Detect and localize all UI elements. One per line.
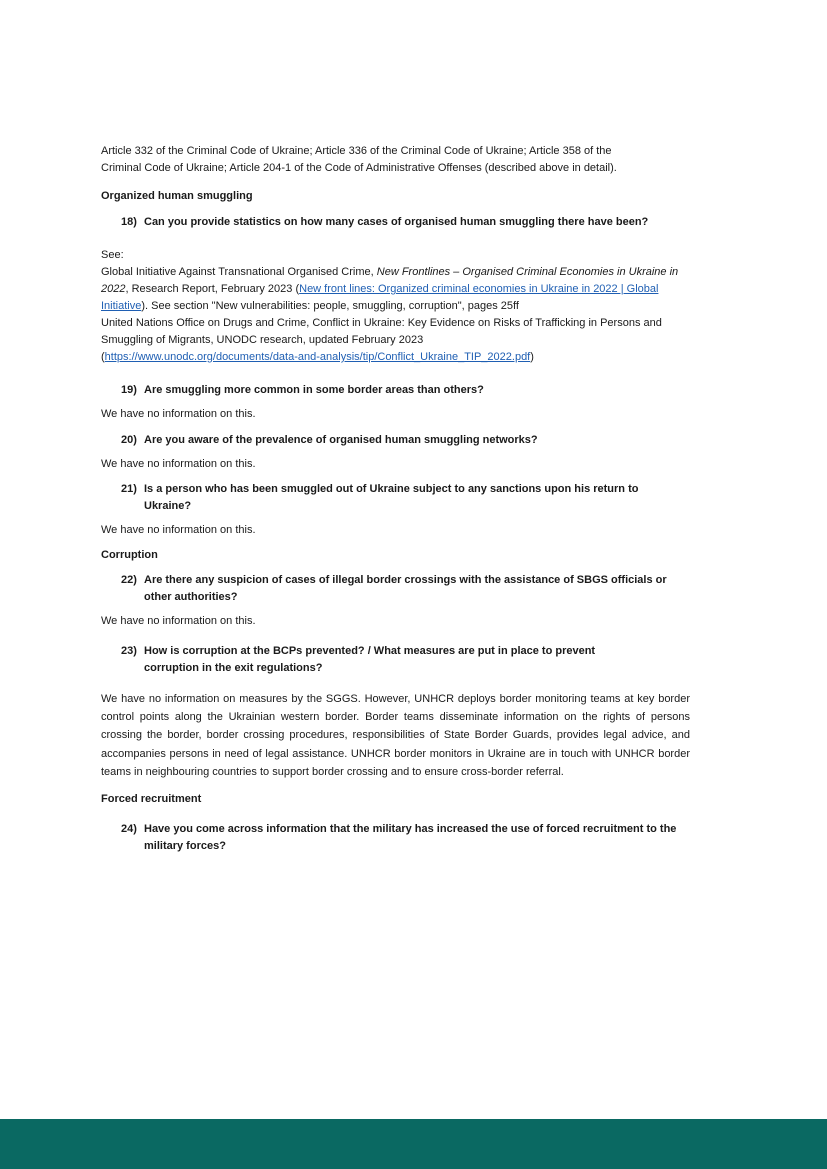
section-heading-corruption: Corruption (101, 549, 158, 561)
question-19 (101, 382, 690, 399)
question-number: 24) (121, 823, 137, 836)
answer-23: We have no information on measures by the SGGS. However, UNHCR deploys border monitoring teams at key border control points along the Ukrainian western border. Border teams disseminate information on the rights of persons crossing the border, border crossing procedures, responsibilities of State Border Guards, provides legal advice, and accompanies persons in need of legal assistance. UNHCR border monitors in Ukraine are in touch with UNHCR border teams in neighbouring countries to support border crossing and to ensure cross-border referral. (101, 693, 690, 778)
answer-20: We have no information on this. (101, 458, 256, 470)
question-number: 20) (121, 434, 137, 446)
question-text: Are you aware of the prevalence of organised human smuggling networks? (144, 434, 538, 446)
intro-line-1: Article 332 of the Criminal Code of Ukraine; Article 336 of the Criminal Code of Ukraine; Article 358 of the (101, 145, 612, 157)
question-23 (101, 643, 690, 677)
footer-band (0, 1119, 827, 1169)
question-21 (101, 481, 690, 515)
question-number: 21) (121, 483, 137, 495)
reference-title: New Frontlines – Organised Criminal Economies in Ukraine in 2022 (101, 266, 679, 295)
question-text: How is corruption at the BCPs prevented? / What measures are put in place to prevent corruption in the exit regulations? (144, 645, 596, 674)
section-heading-recruitment: Forced recruitment (101, 793, 202, 806)
intro-line-2: Criminal Code of Ukraine; Article 204-1 of the Code of Administrative Offenses (described above in detail). (101, 162, 617, 174)
reference-link-global-initiative[interactable]: New front lines: Organized criminal economies in Ukraine in 2022 | Global Initiative (101, 283, 659, 312)
question-number: 19) (121, 384, 137, 396)
question-number: 18) (121, 216, 137, 228)
question-text: Is a person who has been smuggled out of Ukraine subject to any sanctions upon his return to Ukraine? (144, 483, 639, 512)
document-body (101, 143, 690, 855)
question-text: Are there any suspicion of cases of illegal border crossings with the assistance of SBGS officials or other authorities? (144, 574, 667, 603)
question-text: Can you provide statistics on how many cases of organised human smuggling there have been? (144, 216, 649, 228)
question-18 (101, 214, 690, 231)
reference-link-unodc[interactable]: https://www.unodc.org/documents/data-and-analysis/tip/Conflict_Ukraine_TIP_2022.pdf (104, 351, 531, 363)
answer-19: We have no information on this. (101, 408, 256, 420)
question-number: 23) (121, 645, 137, 657)
reference-section-note: ). See section "New vulnerabilities: people, smuggling, corruption", pages 25ff (141, 300, 519, 312)
reference-global-initiative (101, 264, 690, 315)
question-20 (101, 432, 690, 449)
reference-details: , Research Report, February 2023 ( (125, 283, 300, 295)
reference-unodc (101, 315, 690, 366)
question-24 (101, 821, 690, 855)
section-heading-smuggling: Organized human smuggling (101, 190, 253, 202)
reference-unodc-text: United Nations Office on Drugs and Crime, Conflict in Ukraine: Key Evidence on Risks of Trafficking in Persons and Smuggling of Migrants, UNODC research, updated February 2023 (101, 317, 662, 346)
question-text: Are smuggling more common in some border areas than others? (144, 384, 484, 396)
answer-22: We have no information on this. (101, 615, 256, 627)
paren-open: ( (101, 351, 105, 363)
reference-publisher: Global Initiative Against Transnational Organised Crime, (101, 266, 377, 278)
question-text: Have you come across information that the military has increased the use of forced recruitment to the military forces? (144, 823, 677, 853)
question-number: 22) (121, 574, 137, 586)
see-label: See: (101, 249, 124, 261)
answer-21: We have no information on this. (101, 524, 256, 536)
question-22 (101, 572, 690, 606)
paren-close: ) (530, 351, 534, 363)
